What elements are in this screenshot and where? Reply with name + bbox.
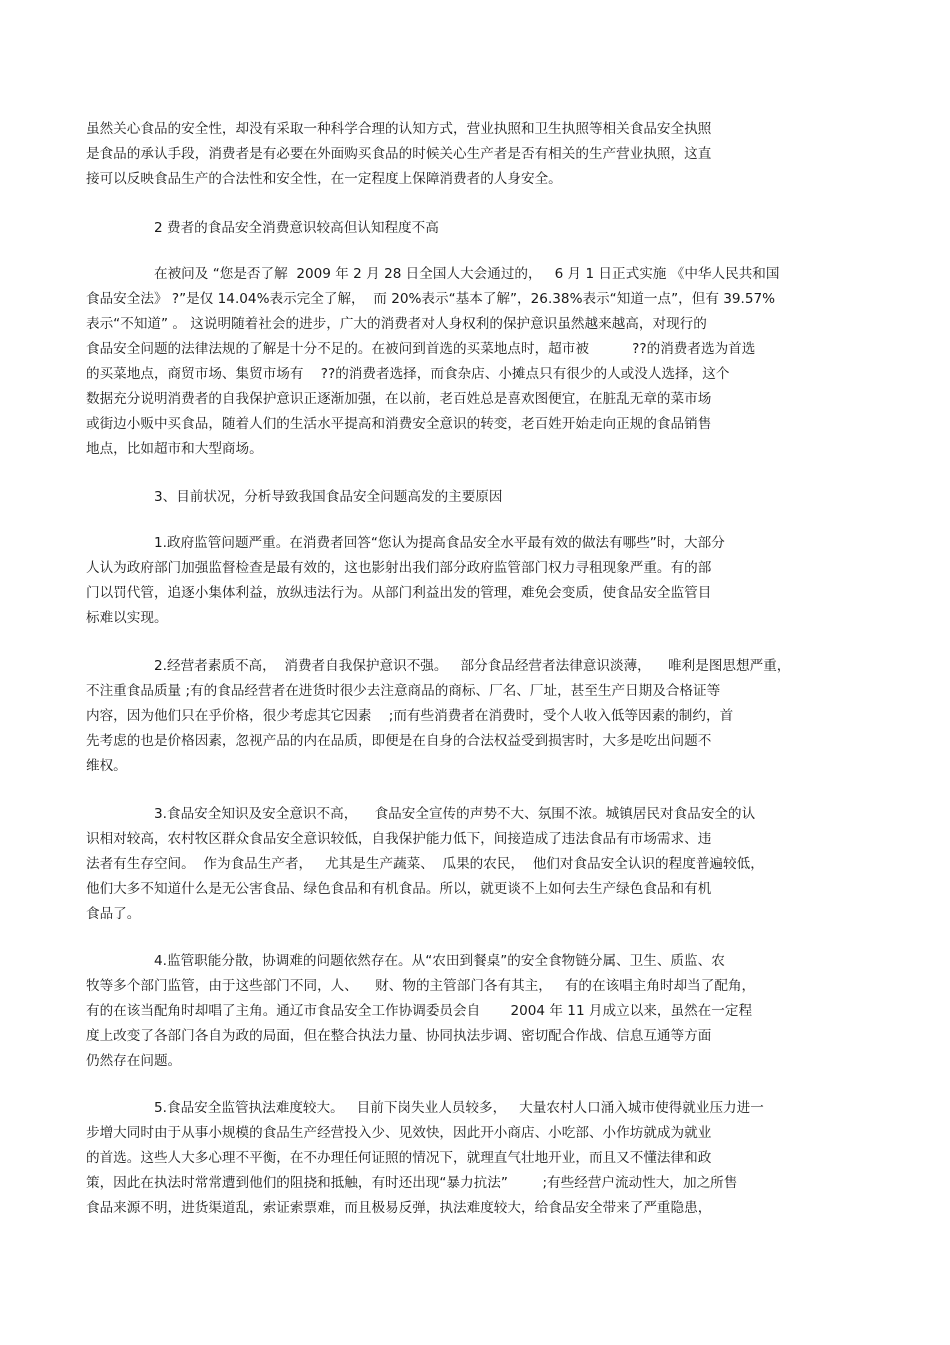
- text-line: 步增大同时由于从事小规模的食品生产经营投入少、见效快，因此开小商店、小吃部、小作坊就成为就业: [86, 1125, 712, 1141]
- text-line: 度上改变了各部门各自为政的局面，但在整合执法力量、协同执法步调、密切配合作战、信息互通等方面: [86, 1028, 712, 1044]
- text-line: 表示“不知道” 。 这说明随着社会的进步，广大的消费者对人身权利的保护意识虽然越来越高，对现行的: [86, 316, 707, 332]
- text-line: 仍然存在问题。: [86, 1053, 182, 1069]
- text-line: 4.监管职能分散，协调难的问题依然存在。从“农田到餐桌”的安全食物链分属、卫生、质监、农: [154, 953, 725, 969]
- text-line: 门以罚代管，追逐小集体利益，放纵违法行为。从部门利益出发的管理，难免会变质，使食品安全监管目: [86, 585, 712, 601]
- text-line: 策，因此在执法时常常遭到他们的阻挠和抵触，有时还出现“暴力抗法” ;有些经营户流动性大，加之所售: [86, 1175, 738, 1191]
- text-line: 识相对较高，农村牧区群众食品安全意识较低，自我保护能力低下，间接造成了违法食品有市场需求、违: [86, 831, 712, 847]
- text-line: 有的在该当配角时却唱了主角。通辽市食品安全工作协调委员会自 2004 年 11 月成立以来，虽然在一定程: [86, 1003, 753, 1019]
- text-line: 5.食品安全监管执法难度较大。 目前下岗失业人员较多， 大量农村人口涌入城市使得就业压力进一: [154, 1100, 764, 1116]
- text-line: 2.经营者素质不高， 消费者自我保护意识不强。 部分食品经营者法律意识淡薄， 唯利是图思想严重，: [154, 658, 791, 674]
- text-line: 的首选。这些人大多心理不平衡，在不办理任何证照的情况下，就理直气壮地开业，而且又不懂法律和政: [86, 1150, 712, 1166]
- section-heading: 3、目前状况，分析导致我国食品安全问题高发的主要原因: [154, 489, 503, 505]
- text-line: 1.政府监管问题严重。在消费者回答“您认为提高食品安全水平最有效的做法有哪些”时，大部分: [154, 535, 725, 551]
- text-line: 在被问及 “您是否了解 2009 年 2 月 28 日全国人大会通过的， 6 月 1 日正式实施 《中华人民共和国: [154, 266, 780, 282]
- text-line: 牧等多个部门监管，由于这些部门不同，人、 财、物的主管部门各有其主， 有的在该唱主角时却当了配角，: [86, 978, 756, 994]
- text-line: 是食品的承认手段，消费者是有必要在外面购买食品的时候关心生产者是否有相关的生产营业执照，这直: [86, 146, 712, 162]
- text-line: 先考虑的也是价格因素，忽视产品的内在品质，即便是在自身的合法权益受到损害时，大多是吃出问题不: [86, 733, 712, 749]
- text-line: 地点，比如超市和大型商场。: [86, 441, 263, 457]
- text-line: 内容，因为他们只在乎价格，很少考虑其它因素 ;而有些消费者在消费时，受个人收入低等因素的制约，首: [86, 708, 734, 724]
- text-line: 标难以实现。: [86, 610, 168, 626]
- text-line: 虽然关心食品的安全性，却没有采取一种科学合理的认知方式，营业执照和卫生执照等相关食品安全执照: [86, 121, 712, 137]
- text-line: 他们大多不知道什么是无公害食品、绿色食品和有机食品。所以，就更谈不上如何去生产绿色食品和有机: [86, 881, 712, 897]
- text-line: 食品安全问题的法律法规的了解是十分不足的。在被问到首选的买菜地点时，超市被 ??的消费者选为首选: [86, 341, 756, 357]
- text-line: 的买菜地点，商贸市场、集贸市场有 ??的消费者选择，而食杂店、小摊点只有很少的人或没人选择，这个: [86, 366, 730, 382]
- text-line: 3.食品安全知识及安全意识不高， 食品安全宣传的声势不大、氛围不浓。城镇居民对食品安全的认: [154, 806, 756, 822]
- text-line: 或街边小贩中买食品，随着人们的生活水平提高和消费安全意识的转变，老百姓开始走向正规的食品销售: [86, 416, 712, 432]
- text-line: 人认为政府部门加强监督检查是最有效的，这也影射出我们部分政府监管部门权力寻租现象严重。有的部: [86, 560, 712, 576]
- text-line: 法者有生存空间。 作为食品生产者， 尤其是生产蔬菜、 瓜果的农民， 他们对食品安全认识的程度普遍较低，: [86, 856, 764, 872]
- text-line: 食品安全法》 ?”是仅 14.04%表示完全了解， 而 20%表示“基本了解”，26.38%表示“知道一点”，但有 39.57%: [86, 291, 776, 307]
- text-line: 维权。: [86, 758, 127, 774]
- section-heading: 2 费者的食品安全消费意识较高但认知程度不高: [154, 220, 439, 236]
- text-line: 不注重食品质量 ;有的食品经营者在进货时很少去注意商品的商标、厂名、厂址，甚至生产日期及合格证等: [86, 683, 721, 699]
- text-line: 食品了。: [86, 906, 141, 922]
- text-line: 数据充分说明消费者的自我保护意识正逐渐加强，在以前，老百姓总是喜欢图便宜，在脏乱无章的菜市场: [86, 391, 712, 407]
- text-line: 接可以反映食品生产的合法性和安全性，在一定程度上保障消费者的人身安全。: [86, 171, 562, 187]
- text-line: 食品来源不明，进货渠道乱，索证索票难，而且极易反弹，执法难度较大，给食品安全带来了严重隐患，: [86, 1200, 712, 1216]
